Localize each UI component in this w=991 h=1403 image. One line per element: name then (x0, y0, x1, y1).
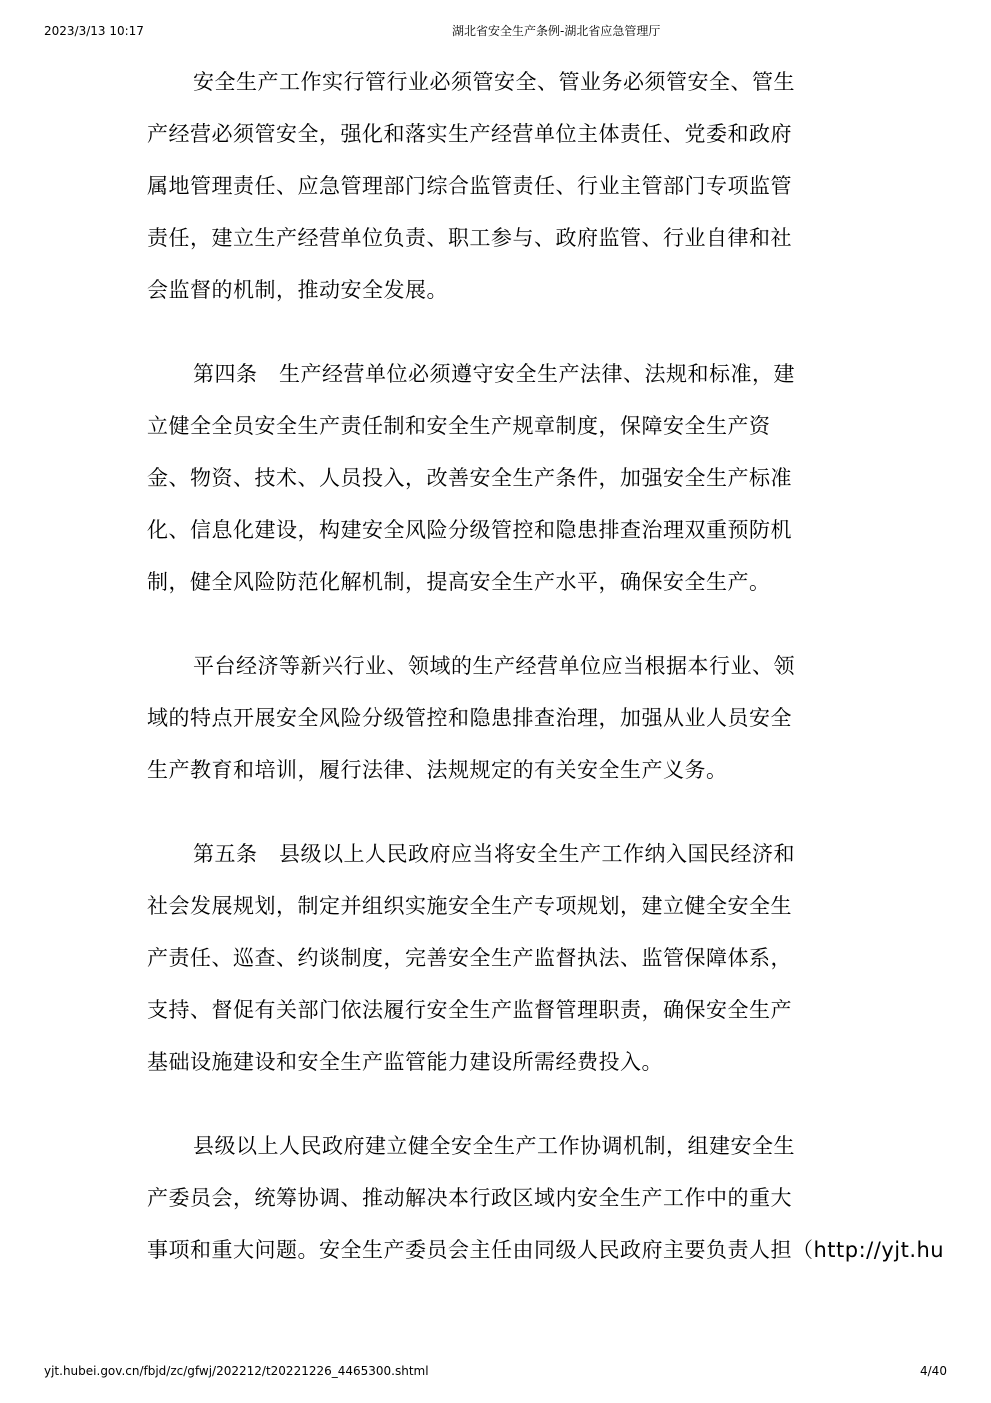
text-line: 县级以上人民政府建立健全安全生产工作协调机制，组建安全生 (193, 1134, 795, 1158)
paragraph (147, 640, 947, 796)
text-line: 域的特点开展安全风险分级管控和隐患排查治理，加强从业人员安全 (147, 706, 792, 730)
text-line: 事项和重大问题。安全生产委员会主任由同级人民政府主要负责人担（http://yjt.hu (147, 1238, 945, 1262)
document-body (147, 56, 947, 1276)
text-line: 生产教育和培训，履行法律、法规规定的有关安全生产义务。 (147, 758, 728, 782)
text-line: 安全生产工作实行管行业必须管安全、管业务必须管安全、管生 (193, 70, 795, 94)
page-number: 4/40 (920, 1364, 947, 1378)
text-line: 支持、督促有关部门依法履行安全生产监督管理职责，确保安全生产 (147, 998, 792, 1022)
text-line: 第五条 县级以上人民政府应当将安全生产工作纳入国民经济和 (193, 842, 795, 866)
text-line: 第四条 生产经营单位必须遵守安全生产法律、法规和标准，建 (193, 362, 795, 386)
text-line: 产经营必须管安全，强化和落实生产经营单位主体责任、党委和政府 (147, 122, 792, 146)
text-line: 金、物资、技术、人员投入，改善安全生产条件，加强安全生产标准 (147, 466, 792, 490)
print-datetime: 2023/3/13 10:17 (44, 24, 144, 38)
text-line: 属地管理责任、应急管理部门综合监管责任、行业主管部门专项监管 (147, 174, 792, 198)
paragraph-article-5 (147, 828, 947, 1088)
text-line: 责任，建立生产经营单位负责、职工参与、政府监管、行业自律和社 (147, 226, 792, 250)
paragraph-article-4 (147, 348, 947, 608)
text-line: 基础设施建设和安全生产监管能力建设所需经费投入。 (147, 1050, 663, 1074)
text-line: 平台经济等新兴行业、领域的生产经营单位应当根据本行业、领 (193, 654, 795, 678)
text-line: 产委员会，统筹协调、推动解决本行政区域内安全生产工作中的重大 (147, 1186, 792, 1210)
text-line: 会监督的机制，推动安全发展。 (147, 278, 448, 302)
text-line: 制，健全风险防范化解机制，提高安全生产水平，确保安全生产。 (147, 570, 771, 594)
paragraph (147, 56, 947, 316)
page-title: 湖北省安全生产条例-湖北省应急管理厅 (452, 24, 661, 38)
text-line: 立健全全员安全生产责任制和安全生产规章制度，保障安全生产资 (147, 414, 771, 438)
text-line: 社会发展规划，制定并组织实施安全生产专项规划，建立健全安全生 (147, 894, 792, 918)
text-line: 产责任、巡查、约谈制度，完善安全生产监督执法、监管保障体系， (147, 946, 792, 970)
page-url: yjt.hubei.gov.cn/fbjd/zc/gfwj/202212/t20221226_4465300.shtml (44, 1364, 429, 1378)
text-line: 化、信息化建设，构建安全风险分级管控和隐患排查治理双重预防机 (147, 518, 792, 542)
paragraph (147, 1120, 947, 1276)
